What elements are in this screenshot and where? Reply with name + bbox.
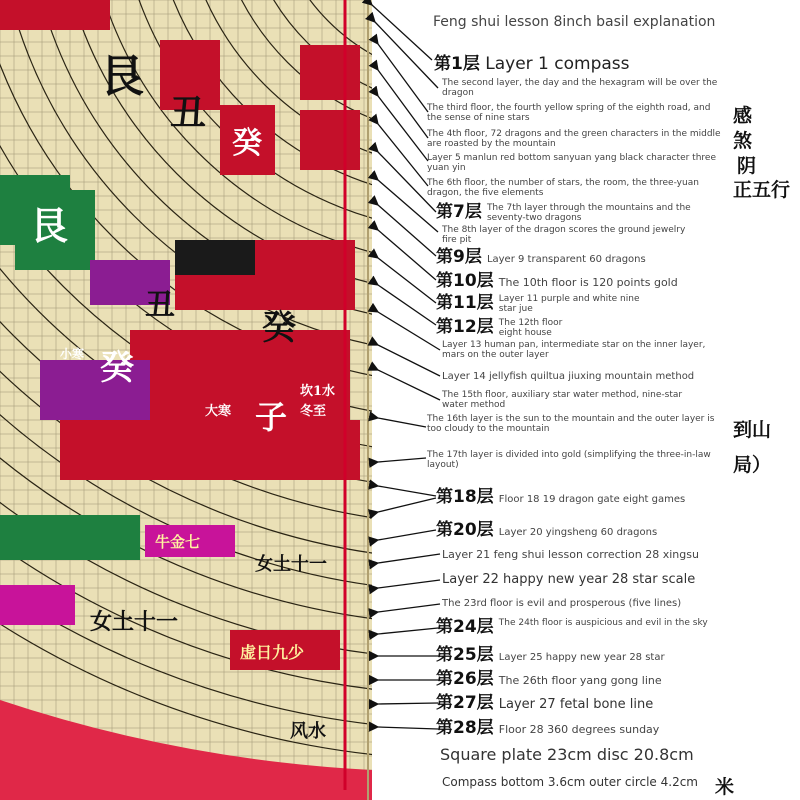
layer-number: 第9层 xyxy=(436,247,482,267)
side-char-ju: 局） xyxy=(733,454,772,476)
layer-number: 第25层 xyxy=(436,645,494,665)
side-char-yin: 阴 xyxy=(737,155,757,177)
layer-23: The 23rd floor is evil and prosperous (five lines) xyxy=(442,598,682,609)
layer-7 xyxy=(436,203,717,224)
layer-text: The 12th floor eight house xyxy=(498,318,563,339)
mark-nv-tu-2: 女土十一 xyxy=(90,609,179,635)
layer-text: Layer 27 fetal bone line xyxy=(498,697,654,712)
mark-gen-green: 艮 xyxy=(30,203,69,248)
layer-number: 第7层 xyxy=(436,202,482,222)
mark-zi: 子 xyxy=(255,398,288,436)
layer-text: The 7th layer through the mountains and the seventy-two dragons xyxy=(486,203,691,224)
side-char-mi: 米 xyxy=(715,776,735,798)
layer-number: 第26层 xyxy=(436,669,494,689)
compass-photo xyxy=(0,0,372,800)
mark-gen: 艮 xyxy=(100,51,144,102)
layer-4: The 4th floor, 72 dragons and the green characters in the middle are roasted by the mountain xyxy=(427,129,721,150)
layer-28 xyxy=(436,719,659,739)
layer-11 xyxy=(436,294,649,315)
side-char-dao-shan: 到山 xyxy=(733,419,772,441)
layer-number: 第11层 xyxy=(436,293,494,313)
layer-text: Layer 25 happy new year 28 star xyxy=(498,652,665,663)
mark-gui-large: 癸 xyxy=(262,308,296,348)
layer-number: 第27层 xyxy=(436,693,494,713)
layer-number: 第18层 xyxy=(436,487,494,507)
layer-text: Floor 18 19 dragon gate eight games xyxy=(498,494,686,505)
layer-26 xyxy=(436,670,662,690)
layer-22: Layer 22 happy new year 28 star scale xyxy=(442,572,696,587)
mark-kan-shui: 坎1水 xyxy=(300,384,336,399)
layer-text: Layer 9 transparent 60 dragons xyxy=(486,254,646,265)
layer-21: Layer 21 feng shui lesson correction 28 xingsu xyxy=(442,548,699,561)
mark-gui-purple: 癸 xyxy=(100,348,134,388)
layer-15: The 15th floor, auxiliary star water method, nine-star water method xyxy=(442,390,683,411)
mark-chou: 丑 xyxy=(170,92,207,134)
layer-number: 第1层 xyxy=(434,54,480,74)
layer-number: 第12层 xyxy=(436,317,494,337)
mark-dong-zhi: 冬至 xyxy=(300,404,327,419)
layer-2: The second layer, the day and the hexagram will be over the dragon xyxy=(442,78,718,99)
layer-number: 第24层 xyxy=(436,617,494,637)
mark-xu-ri: 虚日九少 xyxy=(240,643,305,662)
layer-text: The 26th floor yang gong line xyxy=(498,674,662,687)
layer-10 xyxy=(436,272,678,292)
layer-text: Layer 1 compass xyxy=(485,54,630,74)
layer-12 xyxy=(436,318,579,339)
mark-gui: 癸 xyxy=(232,126,262,161)
layer-14: Layer 14 jellyfish quiltua jiuxing mountain method xyxy=(442,371,695,382)
layer-13: Layer 13 human pan, intermediate star on the inner layer, mars on the outer layer xyxy=(442,340,706,361)
layer-text: Layer 11 purple and white nine star jue xyxy=(498,294,640,315)
layer-16: The 16th layer is the sun to the mountain and the outer layer is too cloudy to the mountain xyxy=(427,414,715,435)
mark-chou-purple: 丑 xyxy=(145,288,175,323)
layer-24 xyxy=(436,618,719,638)
layer-text: The 10th floor is 120 points gold xyxy=(498,276,678,289)
layer-18 xyxy=(436,488,685,508)
layer-27 xyxy=(436,694,653,714)
layer-number: 第20层 xyxy=(436,520,494,540)
mark-xiao-han: 小寒 xyxy=(60,347,85,361)
side-char-zheng-wuxing: 正五行 xyxy=(733,179,791,201)
layer-20 xyxy=(436,521,657,541)
side-char-sha: 煞 xyxy=(733,130,753,152)
layer-6: The 6th floor, the number of stars, the room, the three-yuan dragon, the five elements xyxy=(427,178,699,199)
layer-1 xyxy=(434,55,630,75)
layer-5: Layer 5 manlun red bottom sanyuan yang black character three yuan yin xyxy=(427,153,716,174)
layer-text: Floor 28 360 degrees sunday xyxy=(498,723,660,736)
layer-number: 第28层 xyxy=(436,718,494,738)
layer-number: 第10层 xyxy=(436,271,494,291)
layer-9 xyxy=(436,248,646,268)
layer-17: The 17th layer is divided into gold (simplifying the three-in-law layout) xyxy=(427,450,711,471)
plate-size: Square plate 23cm disc 20.8cm xyxy=(440,745,694,764)
header-title: Feng shui lesson 8inch basil explanation xyxy=(433,14,716,30)
layer-3: The third floor, the fourth yellow spring of the eighth road, and the sense of nine stars xyxy=(427,103,711,124)
layer-25 xyxy=(436,646,665,666)
layer-8: The 8th layer of the dragon scores the ground jewelry fire pit xyxy=(442,225,686,246)
compass-bottom: Compass bottom 3.6cm outer circle 4.2cm xyxy=(442,775,698,789)
mark-niu-jin-qi: 牛金七 xyxy=(155,533,201,551)
side-char-gan: 感 xyxy=(733,105,753,127)
mark-feng-shui: 风水 xyxy=(290,721,326,742)
mark-nv-tu: 女土十一 xyxy=(255,554,327,575)
layer-text: Layer 20 yingsheng 60 dragons xyxy=(498,527,658,538)
layer-text: The 24th floor is auspicious and evil in the sky xyxy=(498,618,708,628)
mark-da-han: 大寒 xyxy=(205,404,232,419)
